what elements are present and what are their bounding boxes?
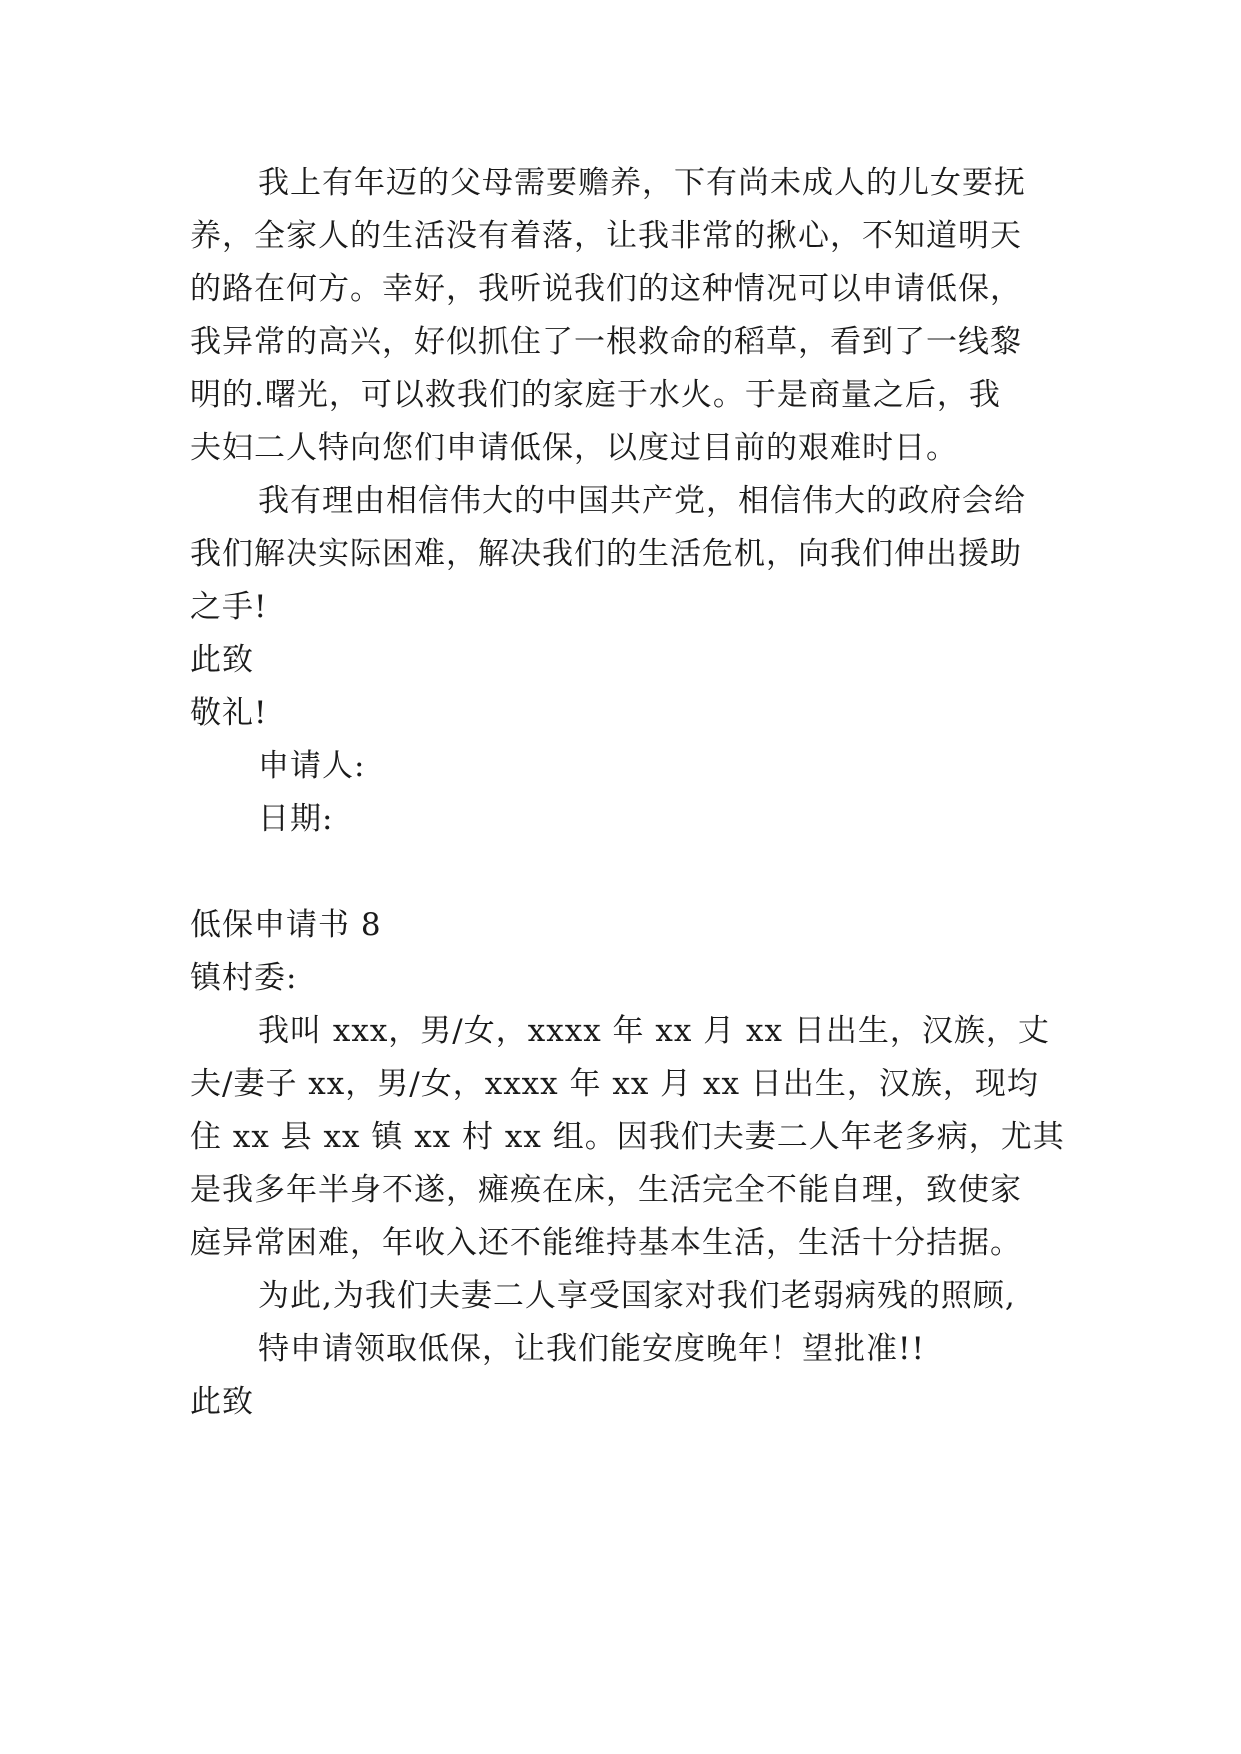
paragraph-line: 明的.曙光，可以救我们的家庭于水火。于是商量之后，我 [190, 377, 1001, 413]
paragraph-line: 住 xx 县 xx 镇 xx 村 xx 组。因我们夫妻二人年老多病，尤其 [190, 1119, 1065, 1155]
paragraph-line: 的路在何方。幸好，我听说我们的这种情况可以申请低保， [190, 271, 1022, 307]
paragraph-line: 庭异常困难，年收入还不能维持基本生活，生活十分拮据。 [190, 1225, 1022, 1261]
salutation-text: 敬礼! [190, 695, 268, 731]
paragraph-line: 我有理由相信伟大的中国共产党，相信伟大的政府会给 [258, 483, 1026, 519]
date-label: 日期: [258, 801, 334, 837]
paragraph-line: 我们解决实际困难，解决我们的生活危机，向我们伸出援助 [190, 536, 1022, 572]
paragraph-line: 是我多年半身不遂，瘫痪在床，生活完全不能自理，致使家 [190, 1172, 1022, 1208]
applicant-label: 申请人: [258, 748, 366, 784]
closing-text: 此致 [190, 642, 254, 678]
section-title: 低保申请书 8 [190, 907, 382, 943]
paragraph-line: 养，全家人的生活没有着落，让我非常的揪心，不知道明天 [190, 218, 1022, 254]
paragraph-line: 为此,为我们夫妻二人享受国家对我们老弱病残的照顾, [258, 1278, 1016, 1314]
paragraph-line: 特申请领取低保，让我们能安度晚年！望批准!! [258, 1331, 925, 1367]
paragraph-line: 之手! [190, 589, 268, 625]
paragraph-line: 我叫 xxx，男/女，xxxx 年 xx 月 xx 日出生，汉族，丈 [258, 1013, 1050, 1049]
paragraph-line: 我上有年迈的父母需要赡养，下有尚未成人的儿女要抚 [258, 165, 1026, 201]
closing-text: 此致 [190, 1384, 254, 1420]
addressee: 镇村委: [190, 960, 298, 996]
paragraph-line: 夫/妻子 xx，男/女，xxxx 年 xx 月 xx 日出生，汉族，现均 [190, 1066, 1039, 1102]
paragraph-line: 夫妇二人特向您们申请低保，以度过目前的艰难时日。 [190, 430, 958, 466]
paragraph-line: 我异常的高兴，好似抓住了一根救命的稻草，看到了一线黎 [190, 324, 1022, 360]
